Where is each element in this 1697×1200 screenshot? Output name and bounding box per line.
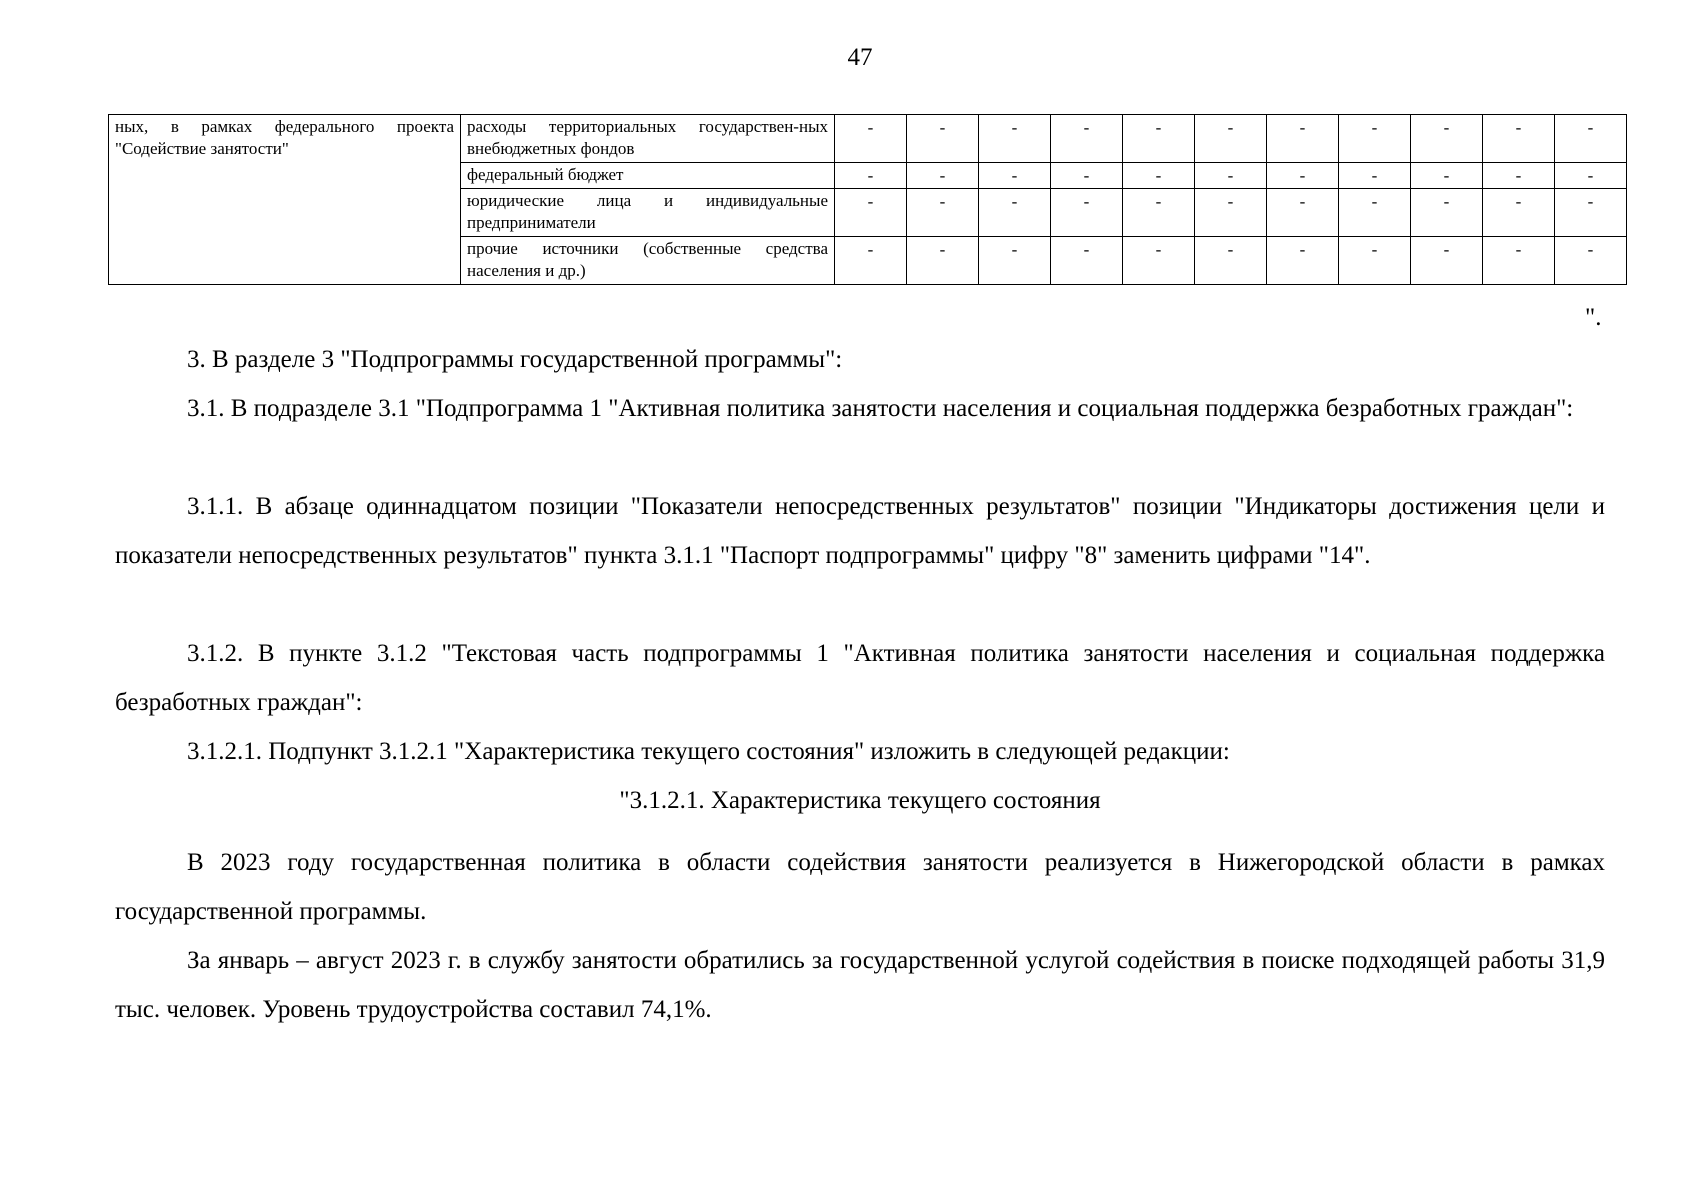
value-cell: - — [1051, 237, 1123, 285]
value-cell: - — [1483, 189, 1555, 237]
value-cell: - — [1555, 237, 1627, 285]
value-cell: - — [1123, 115, 1195, 163]
value-cell: - — [979, 115, 1051, 163]
project-cell: ных, в рамках федерального проекта "Содействие занятости" — [109, 115, 461, 285]
value-cell: - — [835, 163, 907, 189]
value-cell: - — [1267, 189, 1339, 237]
value-cell: - — [1267, 237, 1339, 285]
value-cell: - — [1195, 115, 1267, 163]
value-cell: - — [1195, 189, 1267, 237]
value-cell: - — [1339, 115, 1411, 163]
funding-source-cell: юридические лица и индивидуальные предприниматели — [461, 189, 835, 237]
value-cell: - — [1411, 115, 1483, 163]
value-cell: - — [1555, 163, 1627, 189]
value-cell: - — [907, 115, 979, 163]
value-cell: - — [1555, 115, 1627, 163]
paragraph-3-1-2-1: 3.1.2.1. Подпункт 3.1.2.1 "Характеристика текущего состояния" изложить в следующей редакции: — [187, 738, 1230, 765]
funding-table — [108, 114, 1627, 285]
value-cell: - — [1339, 163, 1411, 189]
value-cell: - — [1555, 189, 1627, 237]
subsection-title: "3.1.2.1. Характеристика текущего состояния — [619, 787, 1101, 814]
paragraph-3-1-1: 3.1.1. В абзаце одиннадцатом позиции "Показатели непосредственных результатов" позиции "Индикаторы достижения цели и показатели непосредственных результатов" пункта 3.1.1 "Паспорт подпрограммы" цифру "8" заменить цифрами "14". — [115, 493, 1605, 569]
paragraph-3-1-2: 3.1.2. В пункте 3.1.2 "Текстовая часть подпрограммы 1 "Активная политика занятости населения и социальная поддержка безработных граждан": — [115, 640, 1605, 716]
value-cell: - — [1051, 163, 1123, 189]
value-cell: - — [1123, 237, 1195, 285]
paragraph-section-3: 3. В разделе 3 "Подпрограммы государственной программы": — [187, 346, 843, 373]
funding-source-cell: прочие источники (собственные средства населения и др.) — [461, 237, 835, 285]
value-cell: - — [1267, 115, 1339, 163]
value-cell: - — [1483, 163, 1555, 189]
value-cell: - — [979, 163, 1051, 189]
value-cell: - — [1339, 189, 1411, 237]
value-cell: - — [1267, 163, 1339, 189]
value-cell: - — [907, 163, 979, 189]
value-cell: - — [979, 189, 1051, 237]
paragraph-2023-policy: В 2023 году государственная политика в области содействия занятости реализуется в Нижегородской области в рамках государственной программы. — [115, 849, 1605, 925]
value-cell: - — [1123, 189, 1195, 237]
value-cell: - — [835, 189, 907, 237]
paragraph-3-1: 3.1. В подразделе 3.1 "Подпрограмма 1 "Активная политика занятости населения и социальная поддержка безработных граждан": — [187, 395, 1574, 422]
value-cell: - — [1195, 237, 1267, 285]
value-cell: - — [907, 189, 979, 237]
value-cell: - — [979, 237, 1051, 285]
value-cell: - — [835, 237, 907, 285]
value-cell: - — [1411, 189, 1483, 237]
page-number: 47 — [847, 44, 873, 71]
value-cell: - — [1123, 163, 1195, 189]
table-row — [109, 115, 1627, 163]
value-cell: - — [835, 115, 907, 163]
value-cell: - — [1483, 115, 1555, 163]
value-cell: - — [1411, 163, 1483, 189]
value-cell: - — [1051, 189, 1123, 237]
funding-source-cell: федеральный бюджет — [461, 163, 835, 189]
value-cell: - — [1483, 237, 1555, 285]
value-cell: - — [907, 237, 979, 285]
value-cell: - — [1411, 237, 1483, 285]
closing-quote: ". — [1585, 304, 1602, 331]
value-cell: - — [1339, 237, 1411, 285]
value-cell: - — [1195, 163, 1267, 189]
paragraph-employment-stats: За январь – август 2023 г. в службу занятости обратились за государственной услугой содействия в поиске подходящей работы 31,9 тыс. человек. Уровень трудоустройства составил 74,1%. — [115, 947, 1605, 1023]
value-cell: - — [1051, 115, 1123, 163]
funding-source-cell: расходы территориальных государствен-ных внебюджетных фондов — [461, 115, 835, 163]
